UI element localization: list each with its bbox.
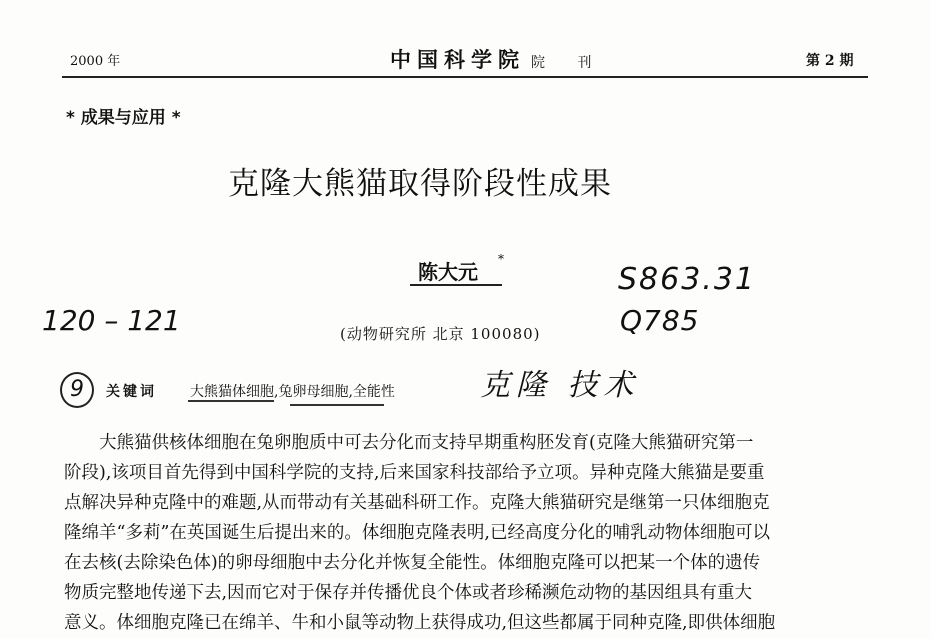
handwritten-circled-number: 9 [60, 372, 94, 408]
body-line: 物质完整地传递下去,因而它对于保存并传播优良个体或者珍稀濒危动物的基因组具有重大 [64, 583, 753, 603]
handwritten-page-range: 120 – 121 [42, 304, 181, 337]
body-line: 隆绵羊“多莉”在英国诞生后提出来的。体细胞克隆表明,已经高度分化的哺乳动物体细胞可以 [64, 523, 770, 543]
header-issue: 第 2 期 [806, 53, 854, 69]
keywords-text: 大熊猫体细胞,兔卵母细胞,全能性 [190, 384, 395, 400]
author-name: 陈大元 [418, 260, 478, 284]
journal-subtitle: 院 刊 [531, 55, 606, 71]
affiliation: (动物研究所 北京 100080) [340, 325, 541, 343]
author-underline [410, 284, 502, 286]
keyword-underline-1 [188, 400, 274, 402]
article-title: 克隆大熊猫取得阶段性成果 [228, 166, 612, 202]
journal-title: 中国科学院 [390, 47, 525, 72]
header-rule [62, 76, 868, 78]
handwritten-class-code-2: Q785 [620, 304, 700, 337]
body-line: 在去核(去除染色体)的卵母细胞中去分化并恢复全能性。体细胞克隆可以把某一个体的遗传 [64, 553, 761, 573]
body-line: 意义。体细胞克隆已在绵羊、牛和小鼠等动物上获得成功,但这些都属于同种克隆,即供体细胞 [64, 613, 776, 633]
handwritten-class-code-1: S863.31 [618, 262, 757, 297]
handwritten-keyword-note: 克隆 技术 [480, 368, 640, 403]
section-heading: * 成果与应用 * [66, 108, 181, 128]
article-body [64, 428, 872, 638]
keyword-underline-2 [290, 404, 384, 406]
journal-name [390, 44, 605, 74]
author-footnote-mark: * [498, 252, 504, 266]
body-line: 阶段),该项目首先得到中国科学院的支持,后来国家科技部给予立项。异种克隆大熊猫是要重 [64, 463, 765, 483]
body-line: 点解决异种克隆中的难题,从而带动有关基础科研工作。克隆大熊猫研究是继第一只体细胞克 [64, 493, 770, 513]
body-line: 大熊猫供核体细胞在兔卵胞质中可去分化而支持早期重构胚发育(克隆大熊猫研究第一 [99, 433, 754, 453]
keywords-label: 关键词 [106, 384, 157, 400]
header-year: 2000 年 [70, 54, 121, 69]
